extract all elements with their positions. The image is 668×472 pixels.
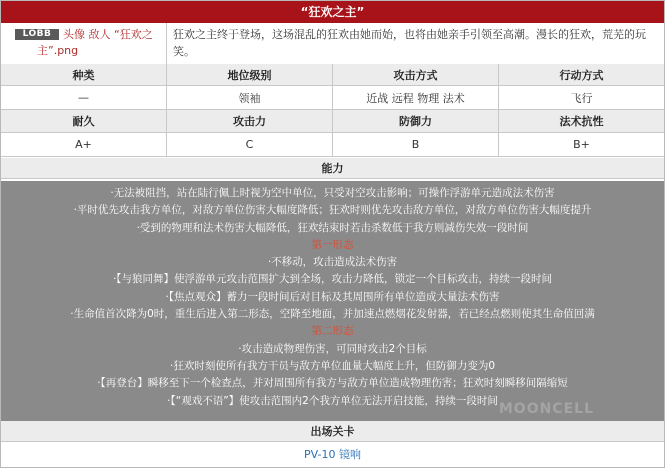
image-alt-text[interactable]: 头像 敌人 “狂欢之 (63, 28, 153, 41)
header-hp: 耐久 (1, 110, 167, 133)
stats-value-row-2 (1, 133, 664, 157)
header-movement: 行动方式 (499, 64, 664, 86)
stage-link[interactable]: PV-10 镜响 (304, 448, 361, 461)
abilities-header: 能力 (1, 158, 664, 179)
ability-line: ·【焦点观众】蓄力一段时间后对目标及其周围所有单位造成大量法术伤害 (165, 290, 500, 303)
value-def: B (333, 133, 499, 157)
ability-line: ·生命值首次降为0时，重生后进入第二形态，空降至地面，并加速点燃烟花发射器，若已经点燃则使其生命值回满 (70, 308, 595, 321)
value-movement: 飞行 (499, 86, 664, 110)
header-res: 法术抗性 (499, 110, 664, 133)
portrait-cell (1, 23, 167, 64)
intro-row (1, 23, 664, 65)
enemy-description: 狂欢之主终于登场，这场混乱的狂欢由她而始，也将由她亲手引领至高潮。漫长的狂欢，荒芜的玩笑。 (173, 28, 646, 58)
value-atk: C (167, 133, 333, 157)
broken-image-logo: LOBB (15, 29, 59, 40)
phase-label: 第一形态 (311, 238, 354, 251)
stats-header-row-1 (1, 64, 664, 86)
ability-line: ·不移动，攻击造成法术伤害 (267, 256, 398, 269)
header-atk: 攻击力 (167, 110, 333, 133)
image-alt-text-2[interactable]: 主”.png (37, 44, 79, 57)
header-def: 防御力 (333, 110, 499, 133)
value-hp: A+ (1, 133, 167, 157)
ability-line: ·【“观戏不语”】使攻击范围内2个我方单位无法开启技能，持续一段时间 (167, 394, 498, 407)
stages-header: 出场关卡 (1, 421, 664, 442)
ability-line: ·攻击造成物理伤害，可同时攻击2个目标 (238, 342, 427, 355)
ability-line: ·狂欢时刻使所有我方干员与敌方单位血量大幅度上升，但防御力变为0 (169, 359, 496, 372)
value-level: 领袖 (167, 86, 333, 110)
value-attack-type: 近战 远程 物理 法术 (333, 86, 499, 110)
ability-line: ·无法被阻挡，站在陆行佩上时视为空中单位，只受对空攻击影响；可操作浮游单元造成法术伤害 (110, 187, 555, 199)
ability-line: ·受到的物理和法术伤害大幅降低，狂欢结束时若击杀数低于我方则减伤失效一段时间 (136, 221, 529, 234)
value-res: B+ (499, 133, 664, 157)
abilities-panel (1, 181, 664, 421)
watermark: MOONCELL (498, 401, 594, 417)
header-type: 种类 (1, 64, 167, 86)
header-level: 地位级别 (167, 64, 333, 86)
header-attack-type: 攻击方式 (333, 64, 499, 86)
value-type: — (1, 86, 167, 110)
phase-label: 第二形态 (311, 325, 354, 338)
stats-value-row-1 (1, 86, 664, 110)
ability-line: ·平时优先攻击我方单位，对敌方单位伤害大幅度降低；狂欢时则优先攻击敌方单位，对敌方单位伤害大幅度提升 (73, 204, 592, 217)
ability-line: ·【与狼同舞】使浮游单元攻击范围扩大到全场，攻击力降低，锁定一个目标攻击，持续一段时间 (112, 273, 553, 286)
ability-line: ·【再登台】瞬移至下一个检查点，并对周围所有我方与敌方单位造成物理伤害；狂欢时刻瞬移间隔缩短 (97, 377, 568, 390)
stats-header-row-2 (1, 110, 664, 133)
enemy-title: “狂欢之主” (1, 1, 664, 23)
